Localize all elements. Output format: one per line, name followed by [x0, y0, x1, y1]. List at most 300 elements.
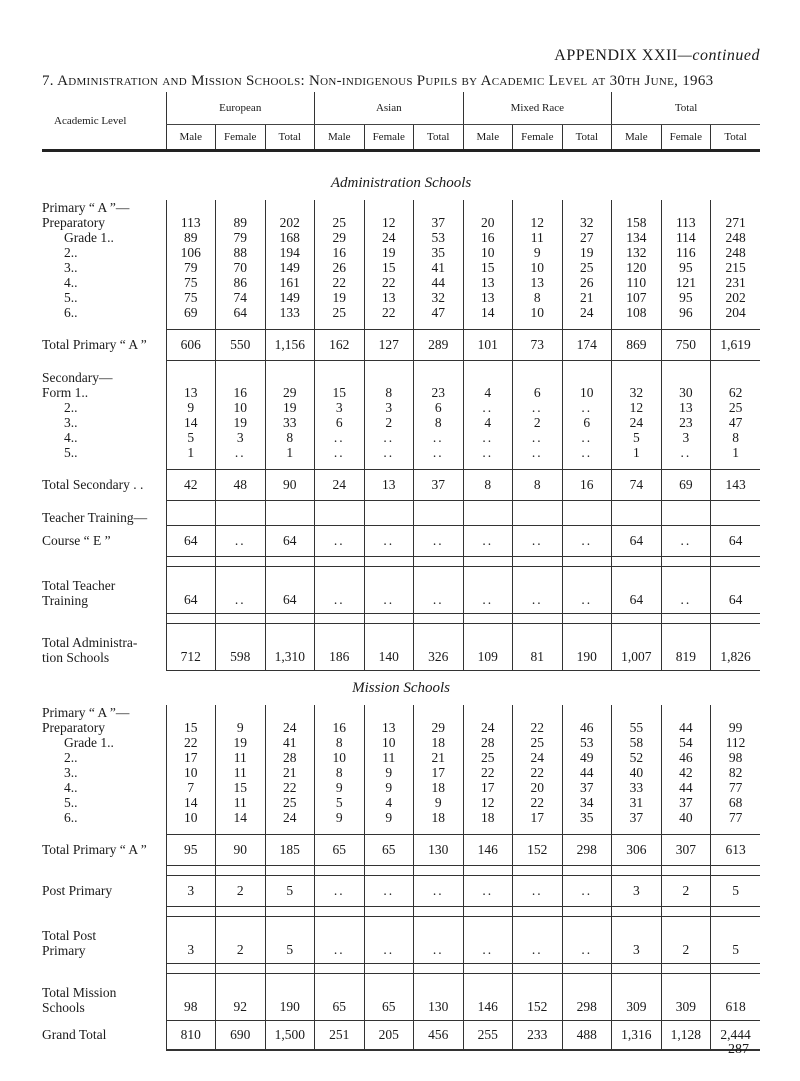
table-cell: 271 — [711, 215, 761, 230]
table-cell: 95 — [166, 835, 216, 866]
table-cell: 69 — [661, 470, 711, 501]
table-cell: 132 — [612, 245, 662, 260]
table-cell: 24 — [265, 720, 315, 735]
table-cell: 15 — [216, 780, 266, 795]
table-cell: 35 — [562, 810, 612, 825]
table-cell: 186 — [315, 624, 365, 671]
table-cell: 46 — [562, 720, 612, 735]
table-cell: 25 — [463, 750, 513, 765]
table-cell: 20 — [513, 780, 563, 795]
table-cell: 44 — [661, 720, 711, 735]
table-cell: 1,007 — [612, 624, 662, 671]
row-label-text: 4.. — [64, 780, 78, 795]
table-cell: 9 — [364, 780, 414, 795]
row-label-text: 6.. — [64, 810, 78, 825]
table-cell: 15 — [166, 720, 216, 735]
table-cell: .. — [562, 430, 612, 445]
table-cell: 143 — [711, 470, 761, 501]
table-cell: .. — [315, 567, 365, 614]
table-cell: 13 — [463, 290, 513, 305]
total-row — [42, 526, 760, 557]
table-cell: 29 — [265, 385, 315, 400]
row-label-text: Post Primary — [42, 883, 113, 898]
sub-header: Male — [315, 125, 365, 151]
table-cell: 16 — [463, 230, 513, 245]
table-cell: 65 — [315, 974, 365, 1021]
table-cell: 32 — [612, 385, 662, 400]
table-cell: 24 — [612, 415, 662, 430]
table-cell: 22 — [364, 305, 414, 320]
table-cell: 251 — [315, 1021, 365, 1051]
table-cell: 64 — [265, 567, 315, 614]
table-cell: 16 — [315, 245, 365, 260]
sub-header: Female — [661, 125, 711, 151]
table-cell: 98 — [711, 750, 761, 765]
table-cell: 9 — [513, 245, 563, 260]
table-cell: 82 — [711, 765, 761, 780]
table-cell: 3 — [315, 400, 365, 415]
table-cell: 9 — [315, 780, 365, 795]
table-cell: 41 — [414, 260, 464, 275]
table-cell: 19 — [216, 735, 266, 750]
table-cell: 98 — [166, 974, 216, 1021]
table-cell: 12 — [612, 400, 662, 415]
table-cell: 3 — [612, 917, 662, 964]
table-cell: 106 — [166, 245, 216, 260]
group-heading-row — [42, 370, 760, 385]
table-cell: 15 — [364, 260, 414, 275]
table-cell: .. — [315, 526, 365, 557]
table-cell: .. — [661, 567, 711, 614]
table-cell: 690 — [216, 1021, 266, 1051]
table-cell: 32 — [562, 215, 612, 230]
row-label-text: 2.. — [64, 245, 78, 260]
table-cell: 1,826 — [711, 624, 761, 671]
table-cell: .. — [661, 445, 711, 460]
row-label — [42, 567, 166, 614]
table-cell: 70 — [216, 260, 266, 275]
table-cell: .. — [513, 430, 563, 445]
table-cell: 289 — [414, 330, 464, 361]
table-cell: 5 — [315, 795, 365, 810]
row-label — [42, 470, 166, 501]
sub-header: Total — [711, 125, 761, 151]
row-label — [42, 230, 166, 245]
table-cell: 89 — [216, 215, 266, 230]
table-cell: 37 — [612, 810, 662, 825]
table-cell: 24 — [463, 720, 513, 735]
table-cell: 1 — [711, 445, 761, 460]
row-label — [42, 415, 166, 430]
table-cell: .. — [562, 567, 612, 614]
table-cell: 4 — [364, 795, 414, 810]
table-cell: 10 — [513, 260, 563, 275]
table-cell: .. — [463, 400, 513, 415]
table-cell: 19 — [364, 245, 414, 260]
row-label-text: Preparatory — [42, 215, 105, 230]
table-cell: 231 — [711, 275, 761, 290]
table-cell: 8 — [265, 430, 315, 445]
table-cell: 44 — [562, 765, 612, 780]
table-cell: 13 — [661, 400, 711, 415]
table-cell: .. — [513, 917, 563, 964]
table-cell: 3 — [166, 917, 216, 964]
table-cell: 152 — [513, 835, 563, 866]
table-cell: .. — [463, 876, 513, 907]
table-cell: 13 — [166, 385, 216, 400]
table-row — [42, 795, 760, 810]
table-cell: 53 — [562, 735, 612, 750]
table-cell: 149 — [265, 290, 315, 305]
row-label — [42, 526, 166, 557]
table-cell: 8 — [315, 765, 365, 780]
total-row — [42, 835, 760, 866]
table-cell: 309 — [661, 974, 711, 1021]
table-cell: 10 — [562, 385, 612, 400]
table-cell: 48 — [216, 470, 266, 501]
group-heading-row — [42, 200, 760, 215]
table-cell: 8 — [364, 385, 414, 400]
table-cell: 9 — [216, 720, 266, 735]
table-cell: 5 — [711, 876, 761, 907]
table-cell: 74 — [216, 290, 266, 305]
table-cell: 10 — [364, 735, 414, 750]
table-cell: 3 — [612, 876, 662, 907]
row-label — [42, 974, 166, 1021]
row-label-text: Schools — [42, 999, 85, 1015]
table-cell: .. — [414, 526, 464, 557]
table-cell: 456 — [414, 1021, 464, 1051]
row-label-text: Teacher Training— — [42, 510, 148, 526]
table-row — [42, 780, 760, 795]
sub-header: Total — [562, 125, 612, 151]
table-cell: 6 — [513, 385, 563, 400]
table-cell: 16 — [315, 720, 365, 735]
table-cell: .. — [315, 876, 365, 907]
total-row — [42, 876, 760, 907]
table-cell: 149 — [265, 260, 315, 275]
table-cell: 27 — [562, 230, 612, 245]
row-label-text: Total Administra- — [42, 634, 138, 650]
table-row — [42, 260, 760, 275]
table-cell: 90 — [265, 470, 315, 501]
group-heading-row — [42, 705, 760, 720]
table-cell: .. — [414, 917, 464, 964]
section-title-row — [42, 166, 760, 200]
table-cell: 10 — [463, 245, 513, 260]
table-cell: 2,444 — [711, 1021, 761, 1051]
table-cell: 25 — [315, 215, 365, 230]
table-cell: 22 — [364, 275, 414, 290]
total-row — [42, 567, 760, 614]
table-cell: .. — [513, 876, 563, 907]
appendix-title — [554, 47, 760, 65]
table-cell: 77 — [711, 780, 761, 795]
table-cell: 162 — [315, 330, 365, 361]
row-label — [42, 215, 166, 230]
table-cell: 52 — [612, 750, 662, 765]
row-label-text: 4.. — [64, 430, 78, 445]
table-cell: 25 — [513, 735, 563, 750]
table-cell: 113 — [166, 215, 216, 230]
appendix-suffix: —continued — [677, 47, 760, 64]
table-cell: 29 — [315, 230, 365, 245]
row-label-text: 3.. — [64, 260, 78, 275]
table-cell: 2 — [216, 876, 266, 907]
table-cell: 47 — [414, 305, 464, 320]
table-row — [42, 230, 760, 245]
table-cell: 68 — [711, 795, 761, 810]
table-cell: .. — [414, 876, 464, 907]
table-cell: 116 — [661, 245, 711, 260]
table-cell: 309 — [612, 974, 662, 1021]
table-cell: 8 — [513, 470, 563, 501]
table-cell: 22 — [513, 765, 563, 780]
table-cell: 488 — [562, 1021, 612, 1051]
table-cell: 307 — [661, 835, 711, 866]
table-cell: 205 — [364, 1021, 414, 1051]
table-cell: 37 — [414, 470, 464, 501]
table-cell: 25 — [265, 795, 315, 810]
table-cell: 10 — [315, 750, 365, 765]
table-cell: 8 — [315, 735, 365, 750]
table-cell: 130 — [414, 835, 464, 866]
row-label — [42, 400, 166, 415]
table-cell: 64 — [711, 567, 761, 614]
table-cell: 65 — [315, 835, 365, 866]
table-cell: 2 — [216, 917, 266, 964]
section-title: Administration Schools — [330, 175, 472, 191]
table-cell: .. — [562, 917, 612, 964]
table-cell: 13 — [513, 275, 563, 290]
table-cell: 22 — [265, 780, 315, 795]
row-label — [42, 765, 166, 780]
table-cell: 40 — [612, 765, 662, 780]
row-label — [42, 624, 166, 671]
table-cell: 64 — [216, 305, 266, 320]
table-cell: 95 — [661, 260, 711, 275]
table-cell: .. — [364, 445, 414, 460]
row-label-text: Total Post — [42, 927, 97, 943]
table-cell: 712 — [166, 624, 216, 671]
table-cell: .. — [216, 567, 266, 614]
table-cell: 58 — [612, 735, 662, 750]
table-cell: .. — [562, 526, 612, 557]
table-cell: 64 — [612, 567, 662, 614]
table-cell: 5 — [166, 430, 216, 445]
row-label-text: Total Primary “ A ” — [42, 337, 147, 352]
table-cell: 1,316 — [612, 1021, 662, 1051]
row-label — [42, 876, 166, 907]
table-cell: 42 — [661, 765, 711, 780]
table-cell: 140 — [364, 624, 414, 671]
table-row — [42, 765, 760, 780]
table-cell: 1,619 — [711, 330, 761, 361]
table-cell: 120 — [612, 260, 662, 275]
group-header: Total — [612, 92, 761, 125]
table-row — [42, 750, 760, 765]
table-cell: 64 — [166, 567, 216, 614]
table-cell: .. — [364, 526, 414, 557]
table-cell: 22 — [463, 765, 513, 780]
table-cell: .. — [315, 917, 365, 964]
row-label — [42, 705, 166, 720]
table-cell: 8 — [711, 430, 761, 445]
table-cell: .. — [364, 430, 414, 445]
table-cell: 3 — [216, 430, 266, 445]
table-cell: 34 — [562, 795, 612, 810]
total-row — [42, 470, 760, 501]
table-cell: 6 — [414, 400, 464, 415]
appendix-main: APPENDIX XXII — [554, 47, 678, 64]
table-cell: 19 — [265, 400, 315, 415]
row-label — [42, 305, 166, 320]
table-cell: 19 — [315, 290, 365, 305]
table-cell: 25 — [562, 260, 612, 275]
table-cell: 15 — [463, 260, 513, 275]
table-cell: .. — [315, 430, 365, 445]
table-cell: 869 — [612, 330, 662, 361]
table-cell: 19 — [562, 245, 612, 260]
table-cell: 107 — [612, 290, 662, 305]
pupils-table — [42, 92, 760, 1051]
table-cell: 64 — [711, 526, 761, 557]
table-cell: 12 — [513, 215, 563, 230]
table-cell: .. — [216, 445, 266, 460]
row-label-text: Grade 1.. — [64, 735, 114, 750]
group-header: Mixed Race — [463, 92, 612, 125]
table-cell: 62 — [711, 385, 761, 400]
table-cell: 6 — [315, 415, 365, 430]
table-cell: .. — [315, 445, 365, 460]
row-label-text: Total Secondary . . — [42, 477, 144, 492]
table-cell: 2 — [513, 415, 563, 430]
row-label — [42, 720, 166, 735]
sub-header: Female — [216, 125, 266, 151]
table-cell: 53 — [414, 230, 464, 245]
table-cell: 3 — [364, 400, 414, 415]
table-cell: 3 — [661, 430, 711, 445]
sub-header: Total — [414, 125, 464, 151]
table-cell: 81 — [513, 624, 563, 671]
table-cell: 12 — [463, 795, 513, 810]
table-cell: 190 — [265, 974, 315, 1021]
table-cell: 4 — [463, 415, 513, 430]
table-cell: 1,310 — [265, 624, 315, 671]
table-cell: 42 — [166, 470, 216, 501]
table-cell: .. — [463, 526, 513, 557]
table-cell: 55 — [612, 720, 662, 735]
table-heading: 7. Administration and Mission Schools: Non-indigenous Pupils by Academic Level at 30th June, 1963 — [42, 73, 714, 89]
table-cell: 2 — [364, 415, 414, 430]
table-cell: 2 — [661, 876, 711, 907]
table-cell: 9 — [364, 765, 414, 780]
table-cell: 25 — [315, 305, 365, 320]
table-cell: 9 — [364, 810, 414, 825]
table-cell: 37 — [414, 215, 464, 230]
table-cell: 73 — [513, 330, 563, 361]
table-cell: .. — [513, 445, 563, 460]
row-label-text: 5.. — [64, 290, 78, 305]
table-cell: 24 — [562, 305, 612, 320]
total-row — [42, 974, 760, 1021]
row-label — [42, 445, 166, 460]
table-cell: 202 — [711, 290, 761, 305]
table-cell: 326 — [414, 624, 464, 671]
table-cell: 11 — [216, 765, 266, 780]
table-cell: 22 — [513, 720, 563, 735]
row-label-text: 2.. — [64, 750, 78, 765]
table-cell: 24 — [265, 810, 315, 825]
table-row — [42, 400, 760, 415]
sub-header: Male — [463, 125, 513, 151]
table-cell: 190 — [562, 624, 612, 671]
table-cell: 10 — [513, 305, 563, 320]
sub-header: Female — [364, 125, 414, 151]
table-cell: .. — [414, 430, 464, 445]
table-cell: 54 — [661, 735, 711, 750]
table-cell: 9 — [166, 400, 216, 415]
table-cell: 613 — [711, 835, 761, 866]
row-label — [42, 245, 166, 260]
table-row — [42, 810, 760, 825]
table-cell: 130 — [414, 974, 464, 1021]
table-cell: 158 — [612, 215, 662, 230]
table-cell: 5 — [612, 430, 662, 445]
table-cell: 10 — [166, 810, 216, 825]
table-cell: .. — [463, 917, 513, 964]
row-label-text: 4.. — [64, 275, 78, 290]
table-cell: 109 — [463, 624, 513, 671]
table-cell: 64 — [612, 526, 662, 557]
row-label — [42, 430, 166, 445]
table-cell: 30 — [661, 385, 711, 400]
row-label — [42, 260, 166, 275]
table-cell: 255 — [463, 1021, 513, 1051]
row-label — [42, 200, 166, 215]
row-label-text: Form 1.. — [42, 385, 89, 400]
row-label-text: Primary “ A ”— — [42, 705, 130, 720]
table-cell: 606 — [166, 330, 216, 361]
table-cell: 46 — [661, 750, 711, 765]
table-cell: 248 — [711, 230, 761, 245]
table-cell: 24 — [364, 230, 414, 245]
table-cell: .. — [513, 400, 563, 415]
row-label-text: Total Mission — [42, 984, 117, 1000]
table-row — [42, 245, 760, 260]
total-row — [42, 624, 760, 671]
table-cell: .. — [513, 567, 563, 614]
table-cell: 7 — [166, 780, 216, 795]
table-cell: 37 — [562, 780, 612, 795]
row-label — [42, 275, 166, 290]
table-cell: 1 — [612, 445, 662, 460]
table-cell: 49 — [562, 750, 612, 765]
table-cell: 18 — [463, 810, 513, 825]
table-cell: 121 — [661, 275, 711, 290]
table-cell: 35 — [414, 245, 464, 260]
row-label — [42, 510, 166, 526]
table-cell: 24 — [315, 470, 365, 501]
table-cell: 134 — [612, 230, 662, 245]
table-cell: .. — [661, 526, 711, 557]
table-cell: 4 — [463, 385, 513, 400]
table-cell: 112 — [711, 735, 761, 750]
sub-header: Male — [612, 125, 662, 151]
table-cell: 1,500 — [265, 1021, 315, 1051]
table-cell: 1,128 — [661, 1021, 711, 1051]
row-label-text: tion Schools — [42, 649, 110, 665]
